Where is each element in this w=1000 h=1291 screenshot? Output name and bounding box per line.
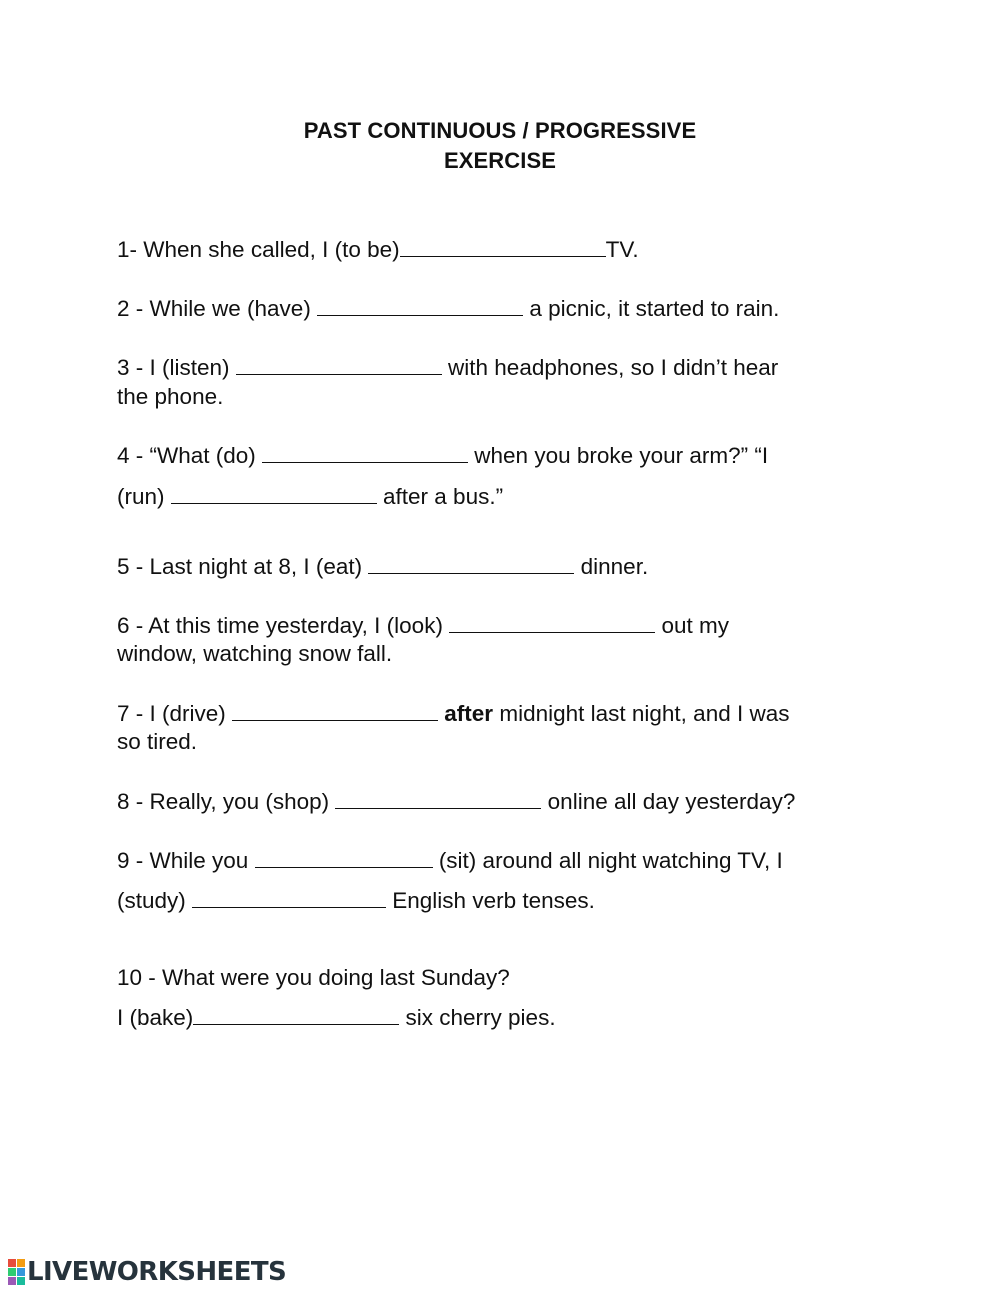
liveworksheets-logo[interactable] xyxy=(8,1257,286,1287)
answer-blank-6[interactable] xyxy=(449,610,655,633)
question-3: 3 - I (listen) with headphones, so I didn’t hear xyxy=(117,352,778,383)
question-9: 9 - While you (sit) around all night watching TV, I xyxy=(117,845,783,876)
question-7: 7 - I (drive) after midnight last night, and I was xyxy=(117,698,790,729)
answer-blank-8[interactable] xyxy=(335,786,541,809)
logo-tile xyxy=(8,1259,16,1267)
answer-blank-4b[interactable] xyxy=(171,481,377,504)
question-10: 10 - What were you doing last Sunday? xyxy=(117,965,510,990)
answer-blank-3[interactable] xyxy=(236,352,442,375)
question-9-continued: (study) English verb tenses. xyxy=(117,885,595,916)
answer-blank-9a[interactable] xyxy=(255,845,433,868)
question-7-continued: so tired. xyxy=(117,729,198,754)
question-4: 4 - “What (do) when you broke your arm?” “I xyxy=(117,440,768,471)
logo-tile xyxy=(17,1277,25,1285)
logo-tile xyxy=(8,1268,16,1276)
question-4-continued: (run) after a bus.” xyxy=(117,481,503,512)
question-10-continued: I (bake) six cherry pies. xyxy=(117,1002,556,1033)
question-5: 5 - Last night at 8, I (eat) dinner. xyxy=(117,551,648,582)
question-6: 6 - At this time yesterday, I (look) out my xyxy=(117,610,729,641)
answer-blank-7[interactable] xyxy=(232,698,438,721)
logo-tile xyxy=(17,1259,25,1267)
answer-blank-2[interactable] xyxy=(317,293,523,316)
question-6-continued: window, watching snow fall. xyxy=(117,641,393,666)
answer-blank-5[interactable] xyxy=(368,551,574,574)
answer-blank-4a[interactable] xyxy=(262,440,468,463)
liveworksheets-logo-icon xyxy=(8,1259,25,1285)
answer-blank-10[interactable] xyxy=(193,1002,399,1025)
worksheet-title: PAST CONTINUOUS / PROGRESSIVE xyxy=(303,118,697,143)
answer-blank-9b[interactable] xyxy=(192,885,386,908)
worksheet-subtitle: EXERCISE xyxy=(443,148,557,173)
question-1: 1- When she called, I (to be) TV. xyxy=(117,234,639,265)
question-2: 2 - While we (have) a picnic, it started to rain. xyxy=(117,293,779,324)
logo-tile xyxy=(17,1268,25,1276)
question-8: 8 - Really, you (shop) online all day yesterday? xyxy=(117,786,795,817)
logo-tile xyxy=(8,1277,16,1285)
answer-blank-1[interactable] xyxy=(400,234,606,257)
brand-name: LIVEWORKSHEETS xyxy=(27,1257,287,1287)
question-3-continued: the phone. xyxy=(117,384,224,409)
